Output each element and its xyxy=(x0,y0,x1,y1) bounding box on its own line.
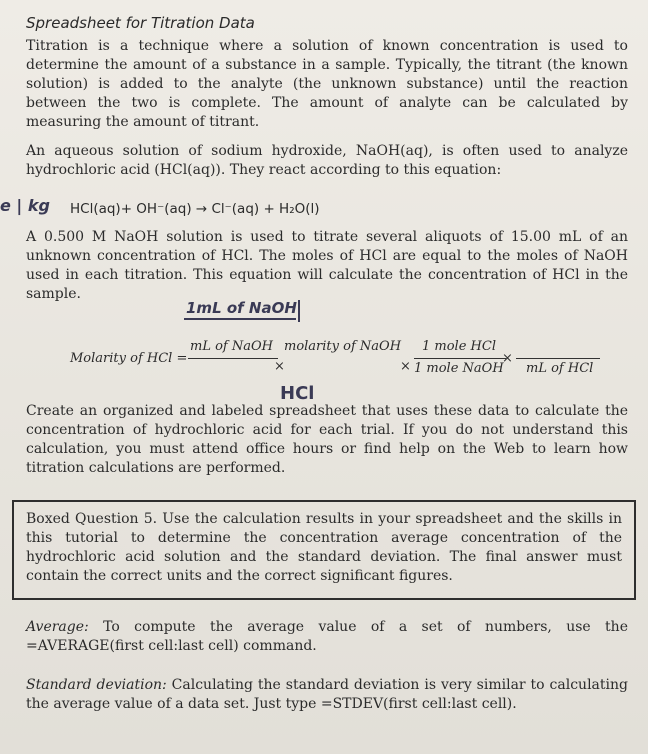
titration-paragraph: A 0.500 M NaOH solution is used to titrate several aliquots of 15.00 mL of an unknown concentration of HCl. The moles of HCl are equal to the moles of NaOH used in each titration. This equation will calculate the concentration of HCl in the sample. xyxy=(26,229,628,302)
formula-lhs: Molarity of HCl = xyxy=(70,351,188,366)
handwritten-hcl: HCl xyxy=(280,383,315,404)
molarity-formula xyxy=(70,337,630,383)
times-sign-1: × xyxy=(274,359,285,374)
boxed-question-text: Boxed Question 5. Use the calculation results in your spreadsheet and the skills in this tutorial to determine the concentration average concentration of the hydrochloric acid solution and the standard deviation. The final answer must contain the correct units and the correct significant figures. xyxy=(26,511,622,584)
fraction-line-3 xyxy=(414,358,506,359)
intro-paragraph: Titration is a technique where a solution of known concentration is used to determine the amount of a substance in a sample. Typically, the titrant (the known solution) is added to the analyte (the unknown substance) until the reaction between the two is complete. The amount of analyte can be calculated by measuring the amount of titrant. xyxy=(26,38,628,130)
average-text: To compute the average value of a set of numbers, use the =AVERAGE(first cell:last cell) command. xyxy=(26,619,628,654)
stdev-text: Calculating the standard deviation is very similar to calculating the average value of a data set. Just type =STDEV(first cell:last cell). xyxy=(26,677,628,712)
formula-denominator-4: mL of HCl xyxy=(526,361,594,376)
fraction-line-1 xyxy=(188,358,278,359)
formula-numerator-3: 1 mole HCl xyxy=(422,339,496,354)
stdev-label: Standard deviation: xyxy=(26,677,167,693)
formula-numerator-1: mL of NaOH xyxy=(190,339,273,354)
page-title: Spreadsheet for Titration Data xyxy=(26,14,255,32)
formula-numerator-2: molarity of NaOH xyxy=(284,339,402,354)
stdev-paragraph xyxy=(26,676,628,714)
times-sign-2: × xyxy=(400,359,411,374)
fraction-line-4 xyxy=(516,358,600,359)
times-sign-3: × xyxy=(502,351,513,366)
reaction-paragraph: An aqueous solution of sodium hydroxide, NaOH(aq), is often used to analyze hydrochloric acid (HCl(aq)). They react according to this equation: xyxy=(26,143,628,178)
handwritten-note-ml-naoh: 1mL of NaOH xyxy=(186,299,297,317)
formula-denominator-3: 1 mole NaOH xyxy=(414,361,504,376)
handwritten-margin-note: e | kg xyxy=(0,196,50,215)
average-paragraph xyxy=(26,618,628,656)
boxed-question xyxy=(12,500,636,600)
handwritten-bar xyxy=(298,300,300,322)
handwritten-underline xyxy=(184,318,296,320)
reaction-equation: HCl(aq)+ OH⁻(aq) → Cl⁻(aq) + H₂O(l) xyxy=(70,201,320,217)
average-label: Average: xyxy=(26,619,89,635)
spreadsheet-instructions: Create an organized and labeled spreadsheet that uses these data to calculate the concentration of hydrochloric acid for each trial. If you do not understand this calculation, you must attend office hours or find help on the Web to learn how titration calculations are performed. xyxy=(26,403,628,476)
